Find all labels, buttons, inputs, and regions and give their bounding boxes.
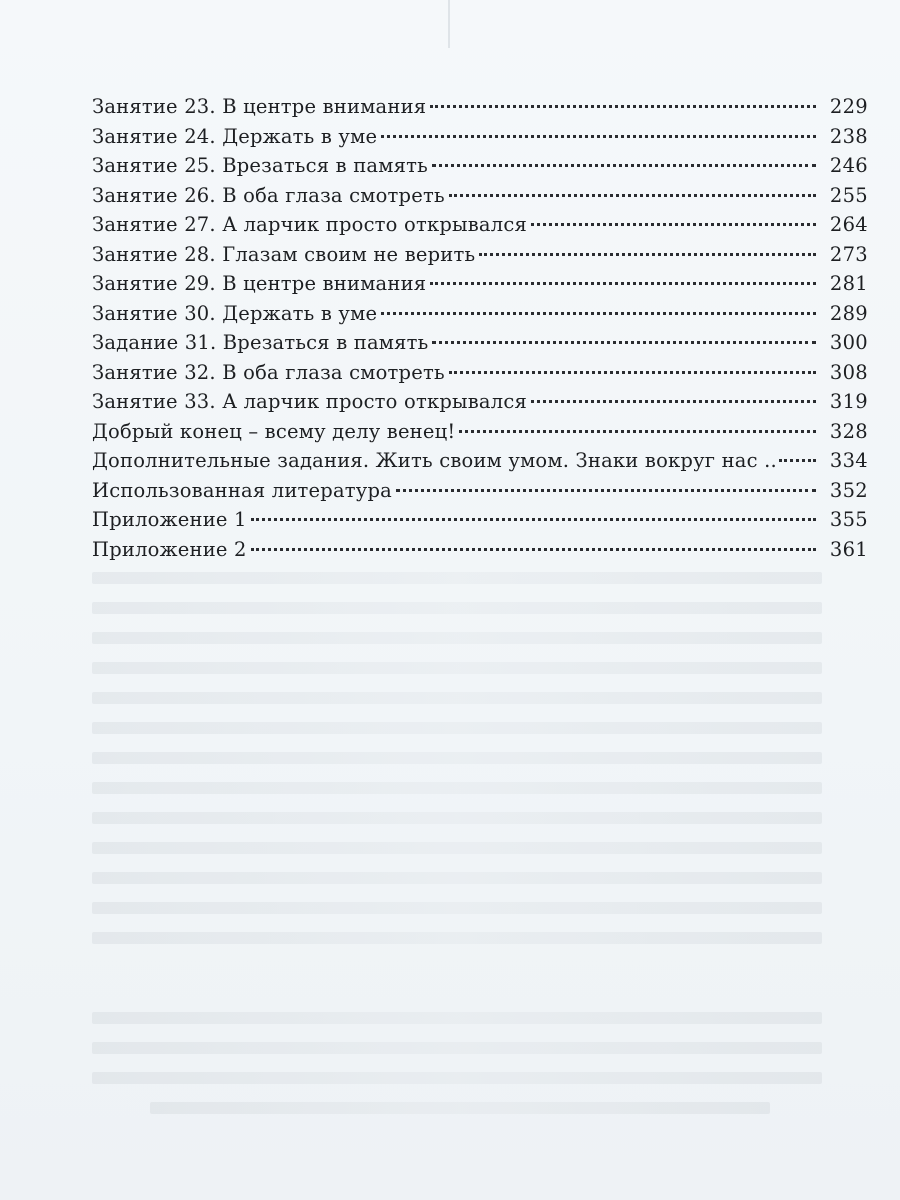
toc-entry-page: 361 — [829, 537, 868, 561]
toc-entry[interactable] — [92, 151, 868, 181]
toc-dot-leader — [449, 194, 816, 197]
toc-entry-title: Занятие 32. В оба глаза смотреть — [92, 360, 445, 384]
toc-dot-leader — [396, 489, 816, 492]
bleed-through-line — [150, 1102, 770, 1114]
toc-entry-title: Занятие 25. Врезаться в память — [92, 154, 428, 177]
toc-entry[interactable] — [92, 476, 868, 506]
bleed-through-line — [92, 602, 822, 614]
bleed-through-line — [92, 1042, 822, 1054]
bleed-through-line — [92, 842, 822, 854]
toc-entry-title: Дополнительные задания. Жить своим умом. Знаки вокруг нас .. — [92, 449, 777, 472]
toc-entry[interactable] — [92, 240, 868, 270]
toc-entry-page: 273 — [829, 242, 868, 266]
toc-entry[interactable] — [92, 328, 868, 358]
toc-entry-page: 289 — [829, 301, 868, 325]
toc-entry-page: 229 — [829, 95, 868, 118]
toc-entry[interactable] — [92, 387, 868, 417]
bleed-through-line — [92, 752, 822, 764]
toc-dot-leader — [251, 518, 816, 521]
toc-entry[interactable] — [92, 299, 868, 329]
toc-entry[interactable] — [92, 535, 868, 565]
toc-entry-page: 334 — [829, 449, 868, 472]
toc-entry-page: 264 — [829, 213, 868, 236]
toc-dot-leader — [430, 105, 816, 108]
toc-dot-leader — [430, 282, 816, 285]
toc-entry-page: 246 — [829, 154, 868, 177]
bleed-through-line — [92, 572, 822, 584]
bleed-through-line — [92, 782, 822, 794]
toc-entry-title: Занятие 30. Держать в уме — [92, 301, 378, 325]
toc-entry-page: 328 — [829, 419, 868, 443]
toc-entry-title: Занятие 29. В центре внимания — [92, 272, 427, 295]
toc-entry-page: 355 — [829, 508, 868, 531]
toc-dot-leader — [531, 400, 816, 403]
toc-entry-page: 319 — [829, 390, 868, 413]
toc-entry-page: 300 — [829, 331, 868, 354]
bleed-through-line — [92, 932, 822, 944]
toc-dot-leader — [381, 312, 816, 315]
toc-dot-leader — [531, 223, 816, 226]
bleed-through-line — [92, 632, 822, 644]
bleed-through-line — [92, 1072, 822, 1084]
toc-entry-title: Занятие 23. В центре внимания — [92, 95, 427, 118]
toc-entry[interactable] — [92, 210, 868, 240]
bleed-through-line — [92, 1012, 822, 1024]
toc-entry-title: Занятие 33. А ларчик просто открывался — [92, 390, 527, 413]
toc-entry-page: 281 — [829, 272, 868, 295]
toc-entry[interactable] — [92, 122, 868, 152]
toc-entry[interactable] — [92, 417, 868, 447]
page-edge-mark — [448, 0, 450, 48]
toc-entry-title: Задание 31. Врезаться в память — [92, 331, 429, 354]
toc-entry[interactable] — [92, 446, 868, 476]
bleed-through-line — [92, 902, 822, 914]
toc-entry[interactable] — [92, 181, 868, 211]
toc-dot-leader — [459, 430, 816, 433]
toc-dot-leader — [432, 164, 816, 167]
toc-entry-page: 308 — [829, 360, 868, 384]
toc-entry[interactable] — [92, 269, 868, 299]
toc-dot-leader — [449, 371, 816, 374]
bleed-through-line — [92, 872, 822, 884]
toc-entry-title: Занятие 28. Глазам своим не верить — [92, 242, 476, 266]
toc-dot-leader — [251, 548, 816, 551]
toc-entry[interactable] — [92, 92, 868, 122]
toc-dot-leader — [432, 341, 816, 344]
toc-entry-page: 238 — [829, 124, 868, 148]
toc-entry-page: 255 — [829, 183, 868, 207]
bleed-through-line — [92, 692, 822, 704]
bleed-through-line — [92, 662, 822, 674]
toc-entry-title: Приложение 1 — [92, 508, 247, 531]
toc-dot-leader — [779, 459, 816, 462]
toc-entry-title: Занятие 26. В оба глаза смотреть — [92, 183, 445, 207]
bleed-through-line — [92, 722, 822, 734]
bleed-through-line — [92, 812, 822, 824]
toc-entry[interactable] — [92, 505, 868, 535]
toc-entry-page: 352 — [829, 478, 868, 502]
toc-entry-title: Использованная литература — [92, 478, 392, 502]
table-of-contents — [92, 92, 868, 564]
toc-entry-title: Занятие 27. А ларчик просто открывался — [92, 213, 527, 236]
toc-entry[interactable] — [92, 358, 868, 388]
toc-entry-title: Приложение 2 — [92, 537, 247, 561]
toc-entry-title: Добрый конец – всему делу венец! — [92, 419, 456, 443]
toc-entry-title: Занятие 24. Держать в уме — [92, 124, 378, 148]
toc-dot-leader — [479, 253, 816, 256]
toc-dot-leader — [381, 135, 816, 138]
